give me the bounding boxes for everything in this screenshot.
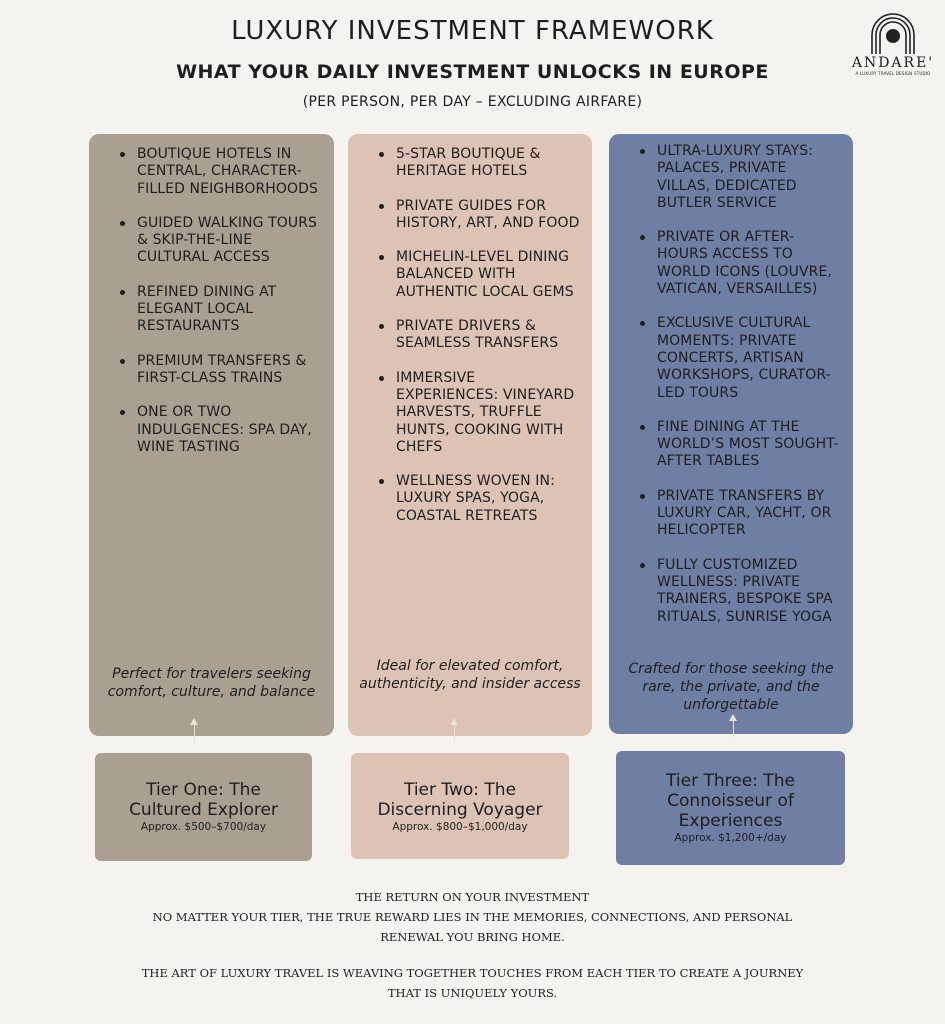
feature-item: REFINED DINING AT ELEGANT LOCAL RESTAURANTS	[137, 284, 324, 336]
tier-three-name: Tier Three: The Connoisseur of Experiences	[666, 771, 795, 831]
feature-item: FULLY CUSTOMIZED WELLNESS: PRIVATE TRAINERS, BESPOKE SPA RITUALS, SUNRISE YOGA	[657, 557, 843, 626]
tier-one-features	[111, 146, 324, 473]
feature-item: PREMIUM TRANSFERS & FIRST-CLASS TRAINS	[137, 353, 324, 388]
brand-logo	[848, 12, 938, 102]
feature-item: 5-STAR BOUTIQUE & HERITAGE HOTELS	[396, 146, 582, 181]
arrow-up-icon	[733, 716, 734, 738]
tier-two-card	[351, 753, 569, 859]
feature-item: PRIVATE OR AFTER-HOURS ACCESS TO WORLD ICONS (LOUVRE, VATICAN, VERSAILLES)	[657, 229, 843, 298]
tier-two-tagline: Ideal for elevated comfort, authenticity, and insider access	[359, 658, 581, 692]
feature-item: BOUTIQUE HOTELS IN CENTRAL, CHARACTER-FILLED NEIGHBORHOODS	[137, 146, 324, 198]
tier-one-name: Tier One: The Cultured Explorer	[129, 780, 278, 820]
tier-two-name: Tier Two: The Discerning Voyager	[377, 780, 543, 820]
tier-two-price: Approx. $800–$1,000/day	[392, 821, 528, 833]
footer-line-one: NO MATTER YOUR TIER, THE TRUE REWARD LIES IN THE MEMORIES, CONNECTIONS, AND PERSONAL RENEWAL YOU BRING HOME.	[152, 910, 793, 944]
footer-heading: THE RETURN ON YOUR INVESTMENT	[355, 890, 590, 904]
feature-item: FINE DINING AT THE WORLD’S MOST SOUGHT-AFTER TABLES	[657, 419, 843, 471]
feature-item: ONE OR TWO INDULGENCES: SPA DAY, WINE TASTING	[137, 404, 324, 456]
tier-two-features	[370, 146, 582, 542]
footer-line-two: THE ART OF LUXURY TRAVEL IS WEAVING TOGETHER TOUCHES FROM EACH TIER TO CREATE A JOURNEY THAT IS UNIQUELY YOURS.	[141, 966, 804, 1000]
tier-one-price: Approx. $500–$700/day	[140, 821, 267, 833]
feature-item: MICHELIN-LEVEL DINING BALANCED WITH AUTHENTIC LOCAL GEMS	[396, 249, 582, 301]
brand-tagline: A LUXURY TRAVEL DESIGN STUDIO	[855, 71, 931, 76]
tier-one-tagline: Perfect for travelers seeking comfort, culture, and balance	[107, 666, 316, 700]
tier-three-features	[631, 143, 843, 643]
tier-three-price: Approx. $1,200+/day	[674, 832, 787, 844]
tier-one-panel	[89, 134, 334, 736]
tier-two-panel	[348, 134, 592, 736]
tier-three-panel	[609, 134, 853, 734]
feature-item: GUIDED WALKING TOURS & SKIP-THE-LINE CULTURAL ACCESS	[137, 215, 324, 267]
page-title: LUXURY INVESTMENT FRAMEWORK	[231, 16, 714, 46]
feature-item: ULTRA-LUXURY STAYS: PALACES, PRIVATE VILLAS, DEDICATED BUTLER SERVICE	[657, 143, 843, 212]
tier-one-card	[95, 753, 312, 861]
feature-item: WELLNESS WOVEN IN: LUXURY SPAS, YOGA, COASTAL RETREATS	[396, 473, 582, 525]
arrow-up-icon	[454, 720, 455, 742]
arch-logo-icon	[870, 12, 916, 54]
brand-name: ANDARE'	[851, 55, 935, 71]
page-subtitle: WHAT YOUR DAILY INVESTMENT UNLOCKS IN EUROPE	[176, 61, 769, 83]
feature-item: PRIVATE GUIDES FOR HISTORY, ART, AND FOOD	[396, 198, 582, 233]
feature-item: EXCLUSIVE CULTURAL MOMENTS: PRIVATE CONCERTS, ARTISAN WORKSHOPS, CURATOR-LED TOURS	[657, 315, 843, 401]
tier-three-card	[616, 751, 845, 865]
footer-block	[140, 887, 805, 947]
page-note: (PER PERSON, PER DAY – EXCLUDING AIRFARE)	[302, 94, 643, 110]
feature-item: IMMERSIVE EXPERIENCES: VINEYARD HARVESTS, TRUFFLE HUNTS, COOKING WITH CHEFS	[396, 370, 582, 456]
feature-item: PRIVATE TRANSFERS BY LUXURY CAR, YACHT, OR HELICOPTER	[657, 488, 843, 540]
feature-item: PRIVATE DRIVERS & SEAMLESS TRANSFERS	[396, 318, 582, 353]
tier-three-tagline: Crafted for those seeking the rare, the private, and the unforgettable	[628, 661, 834, 713]
arrow-up-icon	[194, 720, 195, 742]
